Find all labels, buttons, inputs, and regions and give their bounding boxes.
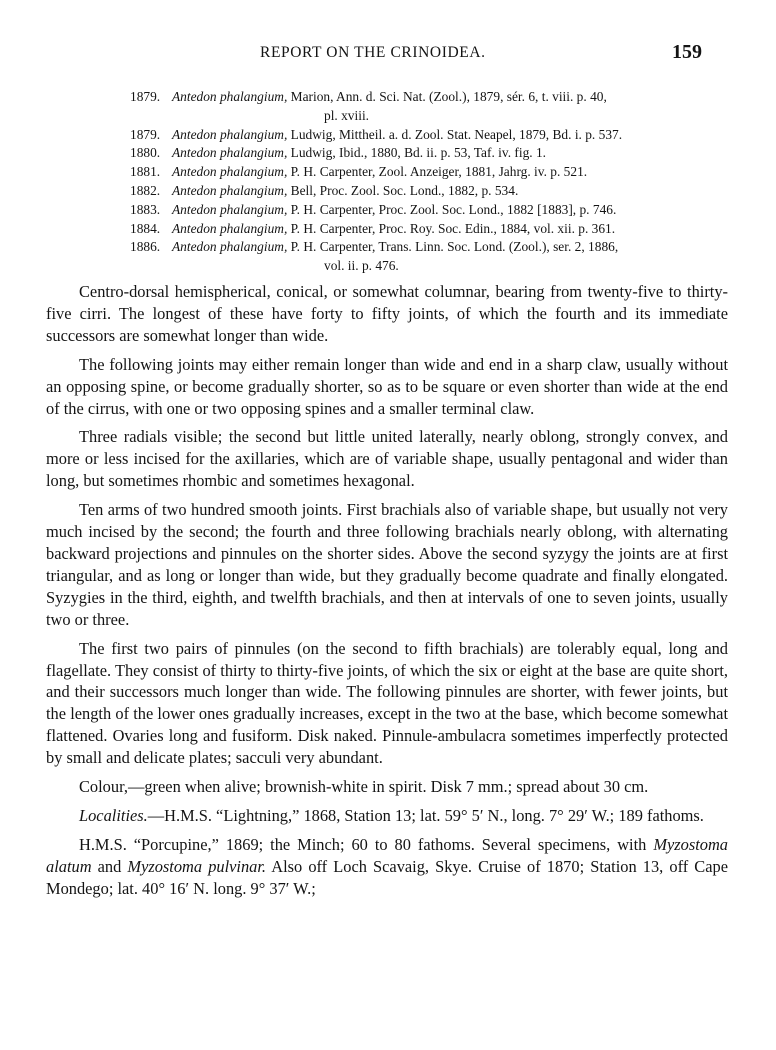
localities-text: —H.M.S. “Lightning,” 1868, Station 13; lat. 59° 5′ N., long. 7° 29′ W.; 189 fathoms. xyxy=(147,805,704,825)
synonymy-reference: Ludwig, Mittheil. a. d. Zool. Stat. Neapel, 1879, Bd. i. p. 537. xyxy=(290,126,623,142)
synonymy-entry xyxy=(130,182,726,201)
synonymy-year: 1884. xyxy=(130,220,161,236)
synonymy-entry xyxy=(130,88,726,126)
paragraph-radials: Three radials visible; the second but little united laterally, nearly oblong, strongly convex, and more or less incised for the axillaries, which are of variable shape, usually pentagonal and wider than long, but sometimes rhombic and sometimes hexagonal. xyxy=(46,427,728,491)
synonymy-continuation: pl. xviii. xyxy=(324,107,370,123)
species-name: Antedon phalangium, xyxy=(172,145,288,161)
synonymy-entry xyxy=(130,144,726,163)
synonymy-reference: P. H. Carpenter, Proc. Zool. Soc. Lond., 1882 [1883], p. 746. xyxy=(290,201,617,217)
synonymy-entry xyxy=(130,201,726,220)
paragraph-arms: Ten arms of two hundred smooth joints. First brachials also of variable shape, but usually not very much incised by the second; the fourth and three following brachials nearly oblong, with alternating backward projections and pinnules on the shorter sides. Above the second syzygy the joints are at first triangular, and as long or longer than wide, but they gradually become quadrate and finally elongated. Syzygies in the third, eighth, and twelfth brachials, and then at intervals of one to seven joints, usually two or three. xyxy=(46,500,728,629)
synonymy-year: 1879. xyxy=(130,89,161,104)
species-name: Antedon phalangium, xyxy=(172,182,288,198)
paragraph-colour: Colour,—green when alive; brownish-white in spirit. Disk 7 mm.; spread about 30 cm. xyxy=(79,777,649,797)
porcupine-text-b: and xyxy=(91,856,128,876)
synonymy-reference: Bell, Proc. Zool. Soc. Lond., 1882, p. 534. xyxy=(290,182,519,198)
paragraph-pinnules: The first two pairs of pinnules (on the second to fifth brachials) are tolerably equal, long and flagellate. They consist of thirty to thirty-five joints, of which the six or eight at the base are quite short, and their successors much longer than wide. The following pinnules are shorter, with fewer joints, but the length of the lower ones gradually increases, except in the two at the base, which become somewhat flattened. Ovaries long and fusiform. Disk naked. Pinnule-ambulacra sometimes imperfectly protected by small and delicate plates; sacculi very abundant. xyxy=(46,638,728,768)
description-body xyxy=(46,281,728,900)
synonymy-year: 1886. xyxy=(130,239,161,255)
species-myzostoma-alatum: Myzostoma alatum xyxy=(46,834,728,876)
porcupine-text-c: Also off Loch Scavaig, Skye. Cruise of 1870; Station 13, off Cape Mondego; lat. 40° 16′ N. long. 9° 37′ W.; xyxy=(46,856,728,898)
synonymy-year: 1881. xyxy=(130,164,161,180)
running-head xyxy=(0,41,776,68)
synonymy-entry xyxy=(130,220,726,239)
synonymy-entry xyxy=(130,126,726,145)
species-name: Antedon phalangium, xyxy=(172,220,288,236)
synonymy-reference: Ludwig, Ibid., 1880, Bd. ii. p. 53, Taf. iv. fig. 1. xyxy=(290,145,547,161)
synonymy-entry xyxy=(130,163,726,182)
species-name: Antedon phalangium, xyxy=(172,239,288,255)
species-myzostoma-pulvinar: Myzostoma pulvinar. xyxy=(127,856,267,876)
synonymy-year: 1883. xyxy=(130,201,161,217)
synonymy-reference: P. H. Carpenter, Proc. Roy. Soc. Edin., 1884, vol. xii. p. 361. xyxy=(290,220,616,236)
synonymy-entry xyxy=(130,238,726,276)
synonymy-year: 1882. xyxy=(130,182,161,198)
synonymy-continuation: vol. ii. p. 476. xyxy=(324,258,399,274)
synonymy-reference: P. H. Carpenter, Zool. Anzeiger, 1881, Jahrg. iv. p. 521. xyxy=(290,164,588,180)
synonymy-list xyxy=(130,88,726,276)
synonymy-year: 1880. xyxy=(130,145,161,161)
species-name: Antedon phalangium, xyxy=(172,164,288,180)
running-title: REPORT ON THE CRINOIDEA. xyxy=(260,44,486,61)
synonymy-year: 1879. xyxy=(130,126,161,142)
synonymy-reference: Marion, Ann. d. Sci. Nat. (Zool.), 1879, sér. 6, t. viii. p. 40, xyxy=(290,89,607,104)
page-number: 159 xyxy=(672,41,702,63)
species-name: Antedon phalangium, xyxy=(172,89,288,104)
paragraph-porcupine xyxy=(46,834,728,900)
porcupine-text-a: H.M.S. “Porcupine,” 1869; the Minch; 60 to 80 fathoms. Several specimens, with xyxy=(79,834,654,854)
species-name: Antedon phalangium, xyxy=(172,201,288,217)
paragraph-localities xyxy=(46,805,728,827)
localities-label: Localities. xyxy=(79,805,148,825)
synonymy-reference: P. H. Carpenter, Trans. Linn. Soc. Lond. (Zool.), ser. 2, 1886, xyxy=(290,239,619,255)
paragraph-centro-dorsal: Centro-dorsal hemispherical, conical, or somewhat columnar, bearing from twenty-five to thirty-five cirri. The longest of these have forty to fifty joints, of which the fourth and its immediate successors are somewhat longer than wide. xyxy=(46,282,728,345)
paragraph-cirri-joints: The following joints may either remain longer than wide and end in a sharp claw, usually without an opposing spine, or become gradually shorter, so as to be square or even shorter than wide at the end of the cirrus, with one or two opposing spines and a smaller terminal claw. xyxy=(46,354,728,418)
species-name: Antedon phalangium, xyxy=(172,126,288,142)
